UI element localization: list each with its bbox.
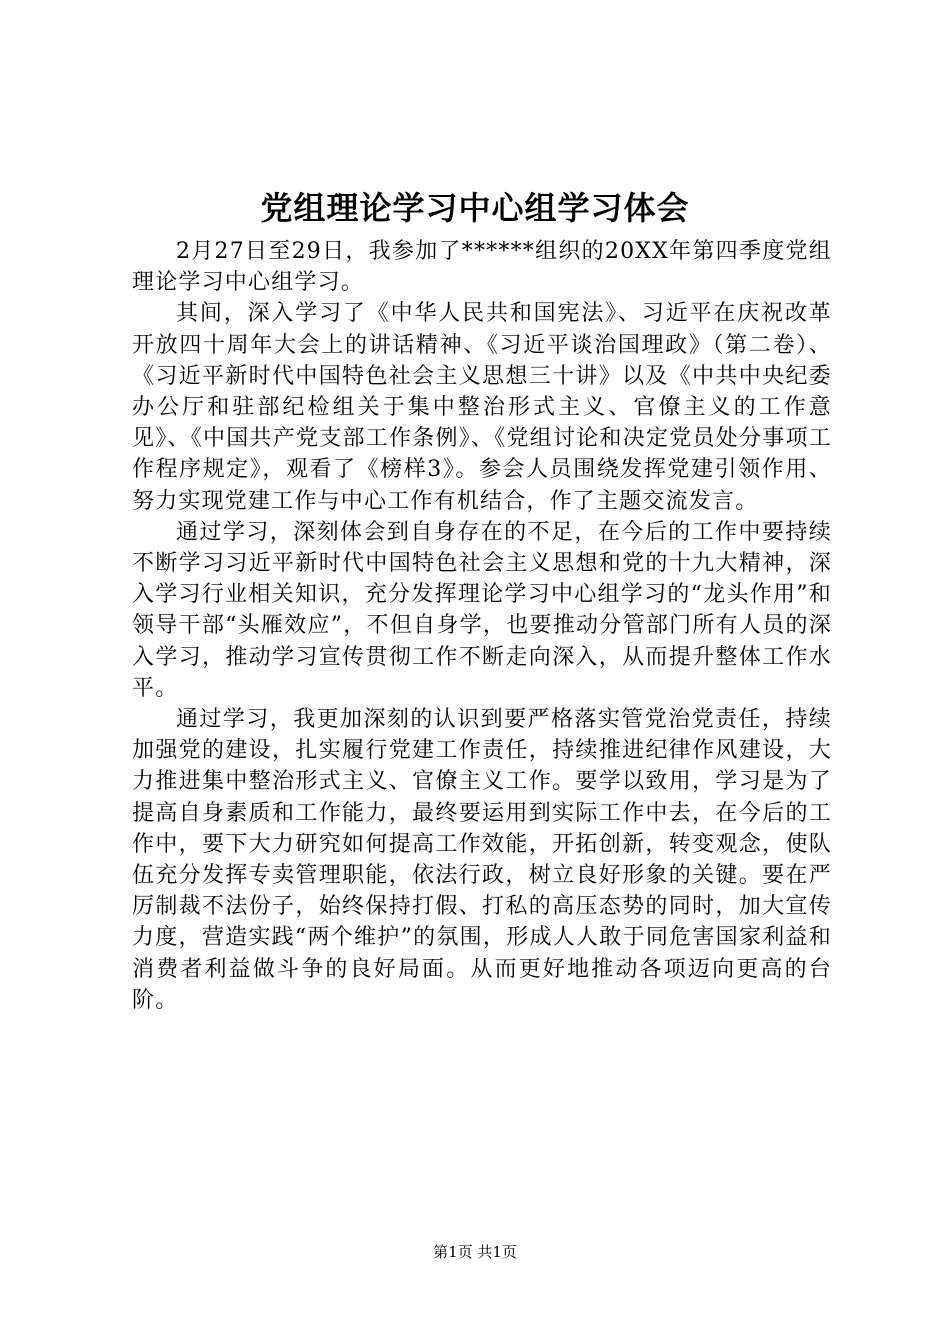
paragraph-1: 2月27日至29日，我参加了******组织的20XX年第四季度党组理论学习中心组学习。 <box>132 239 832 296</box>
document-title: 党组理论学习中心组学习体会 <box>260 189 690 227</box>
document-body <box>132 236 832 1016</box>
paragraph-4: 通过学习，我更加深刻的认识到要严格落实管党治党责任，持续加强党的建设，扎实履行党建工作责任，持续推进纪律作风建设，大力推进集中整治形式主义、官僚主义工作。要学以致用，学习是为了提高自身素质和工作能力，最终要运用到实际工作中去，在今后的工作中，要下大力研究如何提高工作效能，开拓创新，转变观念，使队伍充分发挥专卖管理职能，依法行政，树立良好形象的关键。要在严厉制裁不法份子，始终保持打假、打私的高压态势的同时，加大宣传力度，营造实践“两个维护”的氛围，形成人人敢于同危害国家利益和消费者利益做斗争的良好局面。从而更好地推动各项迈向更高的台阶。 <box>132 707 832 1013</box>
page-footer: 第1页 共1页 <box>433 1243 517 1261</box>
paragraph-2: 其间，深入学习了《中华人民共和国宪法》、习近平在庆祝改革开放四十周年大会上的讲话精神、《习近平谈治国理政》（第二卷）、《习近平新时代中国特色社会主义思想三十讲》以及《中共中央纪委办公厅和驻部纪检组关于集中整治形式主义、官僚主义的工作意见》、《中国共产党支部工作条例》、《党组讨论和决定党员处分事项工作程序规定》，观看了《榜样3》。参会人员围绕发挥党建引领作用、努力实现党建工作与中心工作有机结合，作了主题交流发言。 <box>132 301 832 514</box>
paragraph-3: 通过学习，深刻体会到自身存在的不足，在今后的工作中要持续不断学习习近平新时代中国特色社会主义思想和党的十九大精神，深入学习行业相关知识，充分发挥理论学习中心组学习的“龙头作用”和领导干部“头雁效应”，不但自身学，也要推动分管部门所有人员的深入学习，推动学习宣传贯彻工作不断走向深入，从而提升整体工作水平。 <box>132 519 832 701</box>
